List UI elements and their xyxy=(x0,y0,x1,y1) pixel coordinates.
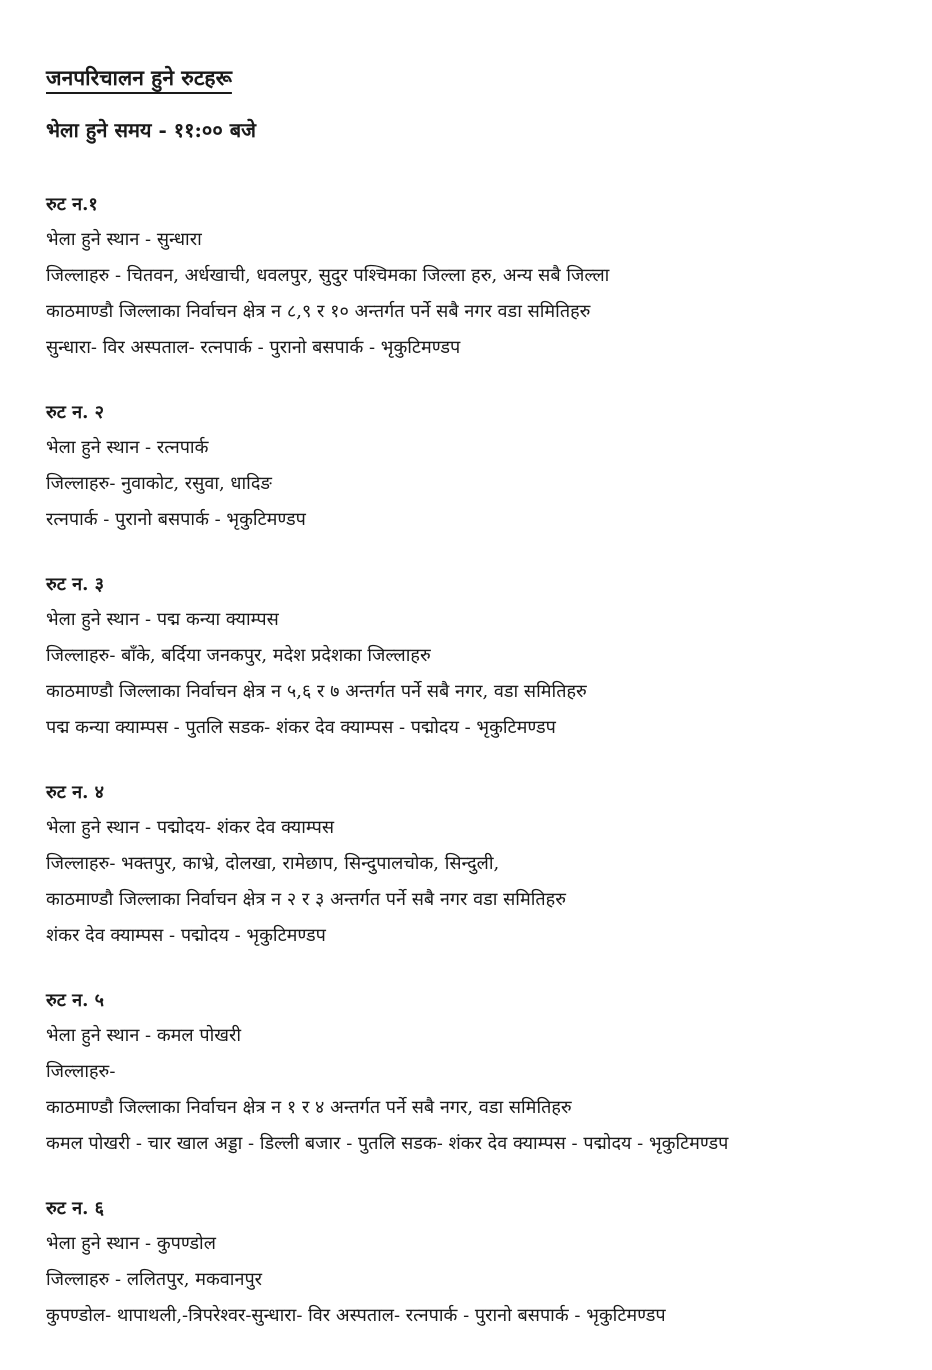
districts: जिल्लाहरु- भक्तपुर, काभ्रे, दोलखा, रामेछाप, सिन्दुपालचोक, सिन्दुली, xyxy=(46,853,500,874)
districts: जिल्लाहरु - ललितपुर, मकवानपुर xyxy=(46,1269,263,1290)
spacer xyxy=(46,150,912,188)
gathering-place: भेला हुने स्थान - पद्म कन्या क्याम्पस xyxy=(46,609,279,630)
route-path: रत्नपार्क - पुरानो बसपार्क - भृकुटिमण्डप xyxy=(46,509,306,530)
constituencies: काठमाण्डौ जिल्लाका निर्वाचन क्षेत्र न ५,६ र ७ अन्तर्गत पर्ने सबै नगर, वडा समितिहरु xyxy=(46,681,587,702)
route-path: पद्म कन्या क्याम्पस - पुतलि सडक- शंकर देव क्याम्पस - पद्मोदय - भृकुटिमण्डप xyxy=(46,717,556,738)
route-6 xyxy=(46,1192,912,1334)
document-page xyxy=(46,58,912,1334)
meeting-time: भेला हुने समय - ११:०० बजे xyxy=(46,118,256,142)
spacer xyxy=(46,746,912,776)
route-title: रुट न. ४ xyxy=(46,782,104,803)
gathering-place: भेला हुने स्थान - कुपण्डोल xyxy=(46,1233,216,1254)
route-title: रुट न. ६ xyxy=(46,1198,104,1219)
route-title: रुट न. २ xyxy=(46,402,104,423)
spacer xyxy=(46,1162,912,1192)
constituencies: काठमाण्डौ जिल्लाका निर्वाचन क्षेत्र न ८,९ र १० अन्तर्गत पर्ने सबै नगर वडा समितिहरु xyxy=(46,301,591,322)
route-1 xyxy=(46,188,912,366)
route-path: कुपण्डोल- थापाथली,-त्रिपरेश्वर-सुन्धारा- विर अस्पताल- रत्नपार्क - पुरानो बसपार्क - भृकुटिमण्डप xyxy=(46,1305,666,1326)
gathering-place: भेला हुने स्थान - कमल पोखरी xyxy=(46,1025,241,1046)
route-4 xyxy=(46,776,912,954)
spacer xyxy=(46,954,912,984)
route-2 xyxy=(46,396,912,538)
spacer xyxy=(46,366,912,396)
route-title: रुट न. ५ xyxy=(46,990,104,1011)
constituencies: काठमाण्डौ जिल्लाका निर्वाचन क्षेत्र न १ र ४ अन्तर्गत पर्ने सबै नगर, वडा समितिहरु xyxy=(46,1097,572,1118)
districts: जिल्लाहरु- बाँके, बर्दिया जनकपुर, मदेश प्रदेशका जिल्लाहरु xyxy=(46,645,431,666)
gathering-place: भेला हुने स्थान - पद्मोदय- शंकर देव क्याम्पस xyxy=(46,817,335,838)
districts: जिल्लाहरु- xyxy=(46,1061,116,1082)
districts: जिल्लाहरु- नुवाकोट, रसुवा, धादिङ xyxy=(46,473,272,494)
route-path: शंकर देव क्याम्पस - पद्मोदय - भृकुटिमण्डप xyxy=(46,925,326,946)
route-path: कमल पोखरी - चार खाल अड्डा - डिल्ली बजार - पुतलि सडक- शंकर देव क्याम्पस - पद्मोदय - भृकुटिमण्डप xyxy=(46,1133,729,1154)
gathering-place: भेला हुने स्थान - सुन्धारा xyxy=(46,229,202,250)
districts: जिल्लाहरु - चितवन, अर्धखाची, धवलपुर, सुदुर पश्चिमका जिल्ला हरु, अन्य सबै जिल्ला xyxy=(46,265,610,286)
route-title: रुट न. ३ xyxy=(46,574,104,595)
route-title: रुट न.१ xyxy=(46,194,98,215)
gathering-place: भेला हुने स्थान - रत्नपार्क xyxy=(46,437,209,458)
route-path: सुन्धारा- विर अस्पताल- रत्नपार्क - पुरानो बसपार्क - भृकुटिमण्डप xyxy=(46,337,461,358)
route-5 xyxy=(46,984,912,1162)
route-3 xyxy=(46,568,912,746)
doc-title: जनपरिचालन हुने रुटहरू xyxy=(46,65,232,90)
constituencies: काठमाण्डौ जिल्लाका निर्वाचन क्षेत्र न २ र ३ अन्तर्गत पर्ने सबै नगर वडा समितिहरु xyxy=(46,889,566,910)
spacer xyxy=(46,538,912,568)
